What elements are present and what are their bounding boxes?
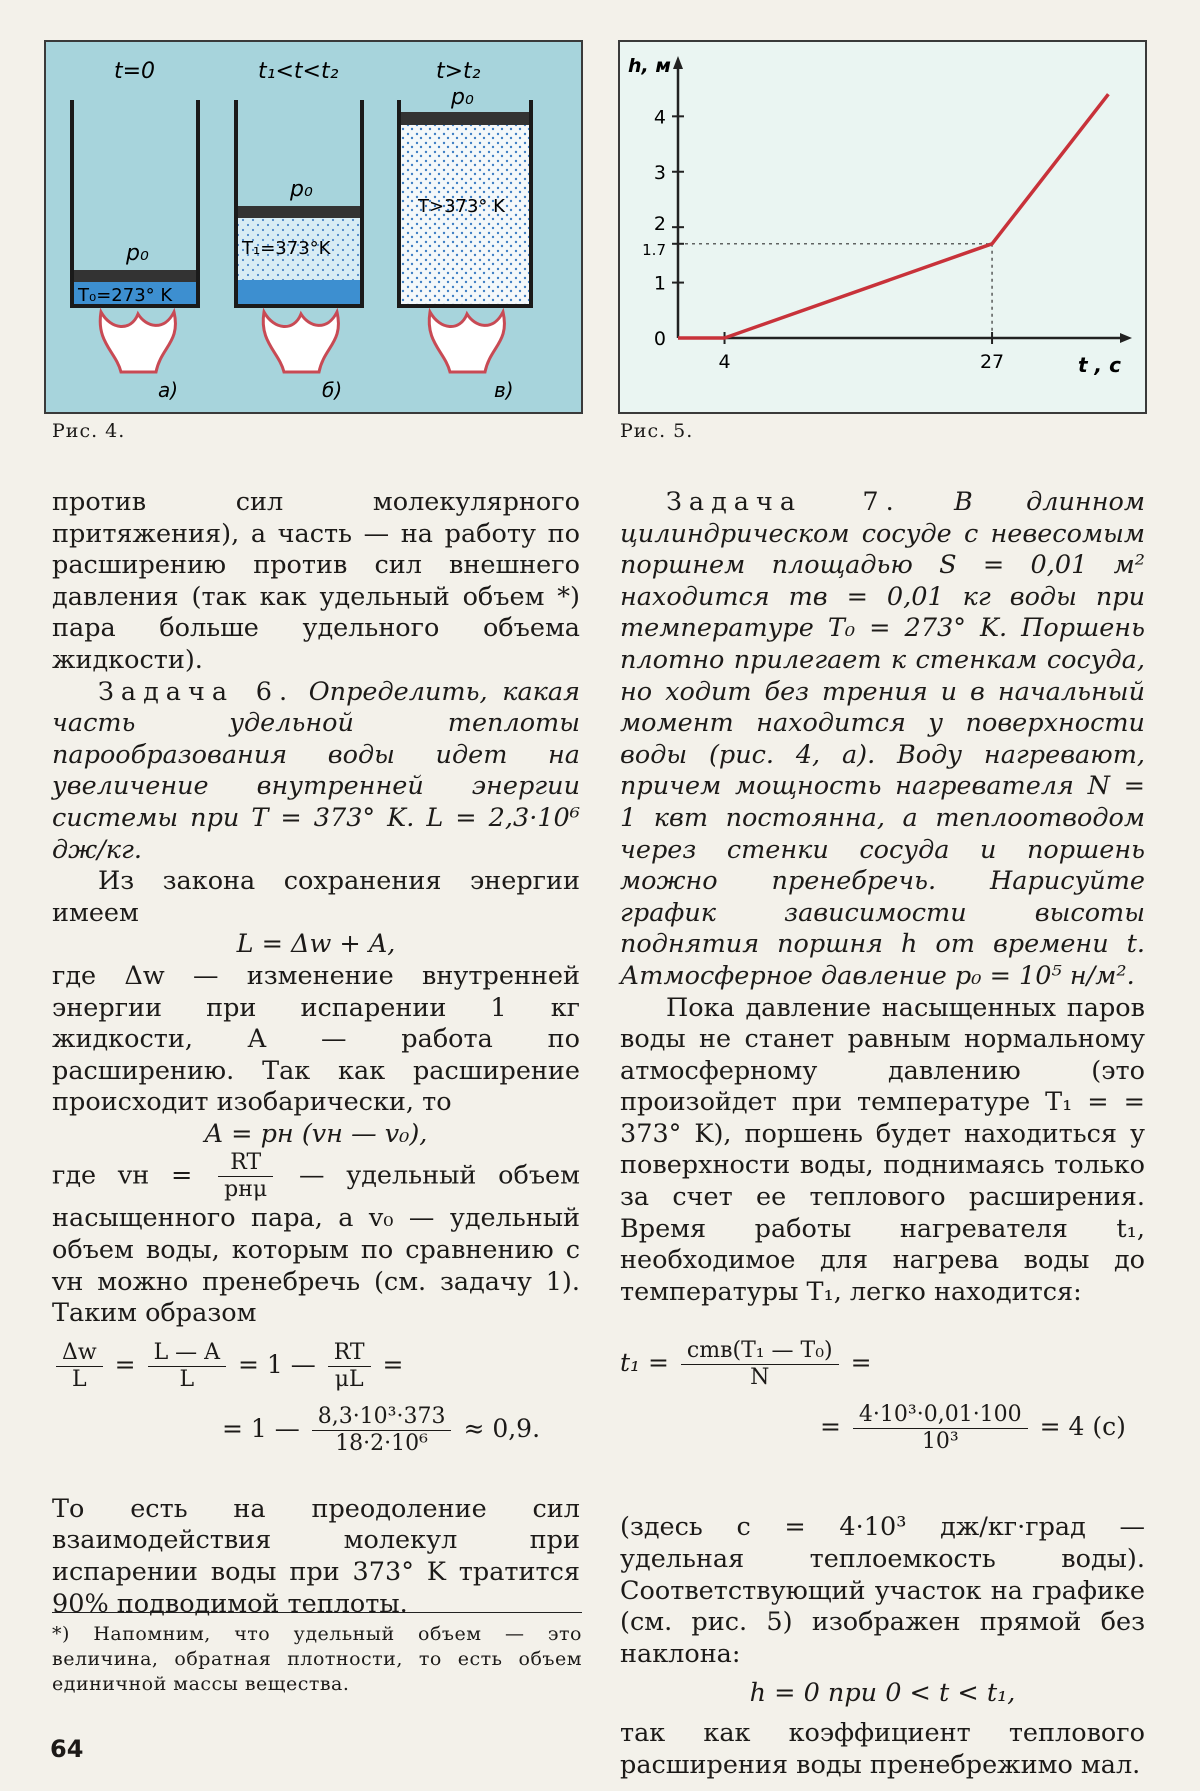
fraction-numeric xyxy=(312,1404,452,1457)
formula-time-line-2 xyxy=(820,1402,1126,1455)
fraction-denominator: 18·2·10⁶ xyxy=(335,1430,428,1456)
chart-series xyxy=(678,94,1109,338)
left-paragraph-5: То есть на преодоление сил взаимодействия молекул при испарении воды при 373° K тратится 90% подводимой теплоты. xyxy=(52,1493,580,1619)
ratio-one-minus: = 1 — xyxy=(238,1349,316,1379)
piston-a xyxy=(74,270,196,282)
label-temp-a: T₀=273° K xyxy=(78,285,173,306)
piston-b xyxy=(238,206,360,218)
fraction-numerator: Δw xyxy=(56,1340,103,1367)
chart-guides xyxy=(678,244,992,338)
right-column xyxy=(620,487,1145,1781)
right-paragraph-2: (здесь c = 4·10³ дж/кг·град — удельная теплоемкость воды). Соответствующий участок на графике (см. рис. 5) изображен прямой без наклона: xyxy=(620,1512,1145,1669)
right-paragraph-1: Пока давление насыщенных паров воды не станет равным нормальному атмосферному давлению (это произойдет при температуре T₁ = = 373° K), поршень будет находиться у поверхности воды, поднимаясь только за счет ее теплового расширения. Время работы нагревателя t₁, необходимое для нагрева воды до температуры T₁, легко находится: xyxy=(620,992,1145,1307)
fraction-denominator: L xyxy=(72,1366,87,1392)
label-time-a: t=0 xyxy=(114,59,156,84)
fraction-heat xyxy=(681,1338,839,1391)
fraction-numerator: 8,3·10³·373 xyxy=(312,1404,452,1431)
piston-c xyxy=(401,112,529,125)
formula-h-zero: h = 0 при 0 < t < t₁, xyxy=(749,1678,1016,1709)
figure-4-drawing xyxy=(46,42,581,412)
fraction-numerator: RT xyxy=(218,1150,273,1177)
fraction-numerator: cmв(T₁ — T₀) xyxy=(681,1338,839,1365)
formula-ratio-line-2 xyxy=(222,1404,540,1457)
label-temp-b: T₁=373°K xyxy=(242,238,331,259)
formula-energy: L = Δw + A, xyxy=(236,929,396,960)
chart-axes xyxy=(628,55,1132,377)
specific-volume-text: — удельный объем насыщенного пара, а v₀ — удельный объем воды, которым по сравнению с vн можно пренебречь (см. задачу 1). Таким образом xyxy=(52,1160,580,1329)
vessel-c xyxy=(397,100,533,372)
fraction-numerator: 4·10³·0,01·100 xyxy=(853,1402,1028,1429)
y-tick-label-1: 1 xyxy=(653,272,666,295)
ratio-result: ≈ 0,9. xyxy=(463,1413,541,1443)
problem-6-text: Определить, какая часть удельной теплоты парообразования воды идет на увеличение внутренней энергии системы при T = 373° K. L = 2,3·10⁶ дж/кг. xyxy=(52,676,580,865)
formula-ratio-line-1: $\frac{\Delta w}{L}$ = $\frac{L — A}{L}$ = 1 — $\frac{RT}{\mu L}$ = xyxy=(52,1340,403,1393)
time-equals: = xyxy=(850,1348,872,1378)
problem-7-text: В длинном цилиндрическом сосуде с невесомым поршнем площадью S = 0,01 м² находится mв = 0,01 кг воды при температуре T₀ = 273° K. Поршень плотно прилегает к стенкам сосуда, но ходит без трения и в начальный момент находится у поверхности воды (рис. 4, а). Воду нагревают, причем мощность нагревателя N = 1 квт постоянна, а теплоотводом через стенки сосуда и поршень можно пренебречь. Нарисуйте график зависимости высоты поднятия поршня h от времени t. Атмосферное давление p₀ = 10⁵ н/м². xyxy=(620,487,1145,991)
x-axis-label: t , c xyxy=(1078,353,1121,377)
time-lead: t₁ = xyxy=(620,1348,669,1378)
x-axis-arrow xyxy=(1120,333,1132,343)
formula-work: A = pн (vн — v₀), xyxy=(204,1118,428,1149)
time-equals-2: = xyxy=(820,1412,841,1442)
page-number: 64 xyxy=(50,1735,84,1763)
problem-6-label: Задача 6. xyxy=(98,676,295,707)
problem-6 xyxy=(52,677,580,867)
vessel-a xyxy=(70,100,200,372)
x-tick-label-27: 27 xyxy=(979,351,1005,373)
ratio-one-minus-2: = 1 — xyxy=(222,1413,300,1443)
time-result: = 4 (c) xyxy=(1039,1412,1126,1442)
fraction-denominator: N xyxy=(750,1365,770,1391)
figure-4-caption: Рис. 4. xyxy=(52,420,126,442)
label-pressure-a: p₀ xyxy=(126,241,149,266)
y-tick-label-3: 3 xyxy=(653,161,666,184)
flame-b xyxy=(263,312,338,372)
y-tick-label-4: 4 xyxy=(653,106,666,129)
label-letter-a: а) xyxy=(158,378,179,402)
fraction-denominator: μL xyxy=(334,1366,364,1392)
left-paragraph-2: Из закона сохранения энергии имеем xyxy=(52,866,580,928)
formula-time-block xyxy=(620,1338,1145,1488)
label-letter-c: в) xyxy=(494,378,514,402)
fraction-l-minus-a xyxy=(148,1340,226,1393)
label-time-b: t₁<t<t₂ xyxy=(258,59,339,84)
left-paragraph-4 xyxy=(52,1150,580,1329)
problem-7 xyxy=(620,487,1145,993)
fraction-numerator: L — A xyxy=(148,1340,226,1367)
y-axis-arrow xyxy=(673,56,683,69)
fraction-dw-l xyxy=(56,1340,103,1393)
flame-c xyxy=(429,312,504,372)
figure-5 xyxy=(618,40,1147,414)
y-tick-label-1.7: 1.7 xyxy=(642,240,666,259)
fraction-rt-pmu xyxy=(218,1150,273,1203)
footnote: *) Напомним, что удельный объем — это величина, обратная плотности, то есть объем единичной массы вещества. xyxy=(52,1623,582,1695)
left-column xyxy=(52,487,580,1620)
label-time-c: t>t₂ xyxy=(436,59,481,84)
chart-ticks xyxy=(642,106,1004,373)
fraction-rt-mul xyxy=(328,1340,371,1393)
left-paragraph-1: против сил молекулярного притяжения), а часть — на работу по расширению против сил внешнего давления (так как удельный объем *) пара больше удельного объема жидкости). xyxy=(52,487,580,675)
label-letter-b: б) xyxy=(322,378,343,402)
figure-5-chart xyxy=(620,42,1145,412)
problem-7-label: Задача 7. xyxy=(666,487,901,517)
label-pressure-b: p₀ xyxy=(290,177,313,202)
figure-5-caption: Рис. 5. xyxy=(620,420,694,442)
fraction-denominator: L xyxy=(179,1366,195,1392)
y-tick-label-0: 0 xyxy=(653,328,666,350)
specific-volume-lead: где vн = xyxy=(52,1160,193,1191)
y-axis-label: h, м xyxy=(628,55,671,77)
series-line-height xyxy=(678,94,1108,338)
fraction-numerator: RT xyxy=(328,1340,371,1367)
vessel-b xyxy=(234,100,364,372)
x-tick-label-4: 4 xyxy=(718,351,731,373)
fraction-denominator: pнμ xyxy=(224,1177,268,1203)
formula-ratio-block xyxy=(52,1340,580,1470)
left-paragraph-3: где Δw — изменение внутренней энергии при испарении 1 кг жидкости, A — работа по расширению. Так как расширение происходит изобарически, то xyxy=(52,960,580,1118)
figure-4 xyxy=(44,40,583,414)
fraction-denominator: 10³ xyxy=(921,1429,959,1455)
label-pressure-c: p₀ xyxy=(451,85,474,110)
y-tick-label-2: 2 xyxy=(653,213,666,236)
label-temp-c: T>373° K xyxy=(418,196,505,217)
ratio-equals: = xyxy=(382,1349,404,1379)
formula-time-line-1 xyxy=(620,1338,872,1391)
footnote-rule xyxy=(52,1612,582,1613)
fraction-time-numeric xyxy=(853,1402,1028,1455)
flame-a xyxy=(100,312,175,372)
right-paragraph-3: так как коэффициент теплового расширения воды пренебрежимо мал. xyxy=(620,1718,1145,1780)
